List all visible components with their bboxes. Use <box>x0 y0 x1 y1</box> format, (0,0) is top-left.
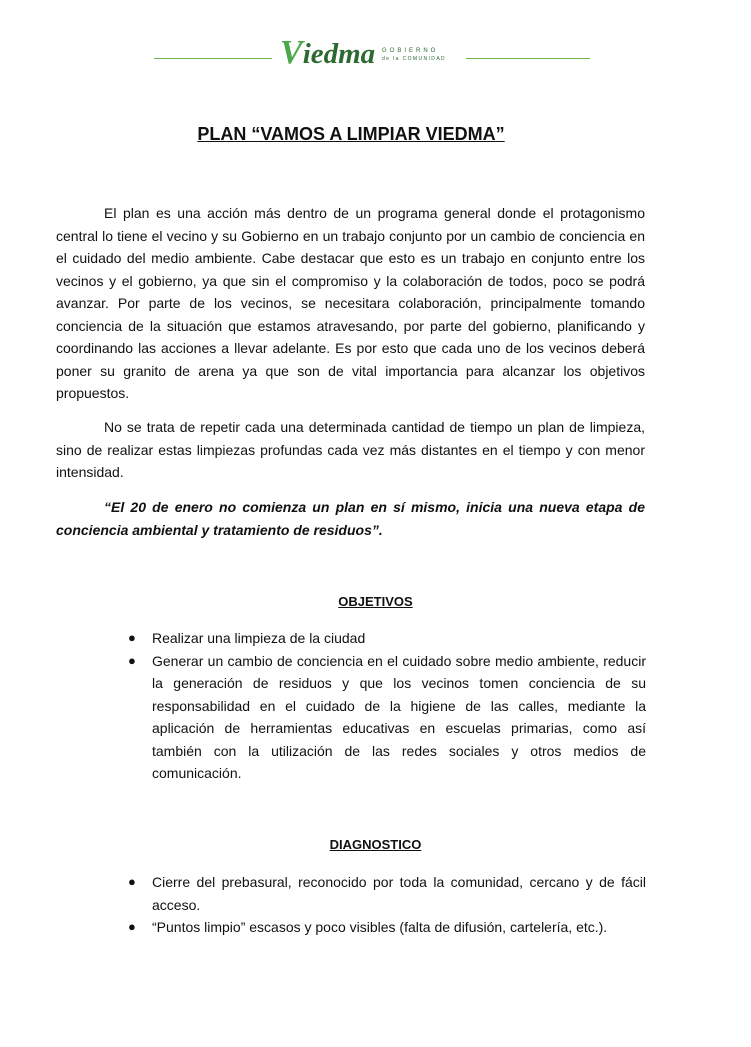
list-item-text: Cierre del prebasural, reconocido por toda la comunidad, cercano y de fácil acceso. <box>152 874 646 913</box>
logo-wordmark: Viedma <box>280 34 376 71</box>
bullet-icon: ● <box>128 919 136 934</box>
document-title: PLAN “VAMOS A LIMPIAR VIEDMA” <box>197 124 505 144</box>
list-item-text: “Puntos limpio” escasos y poco visibles (falta de difusión, cartelería, etc.). <box>152 919 608 935</box>
objetivos-list <box>128 627 646 785</box>
header-rule-right <box>466 58 590 59</box>
logo-line-gobierno: GOBIERNO <box>382 48 439 54</box>
bullet-icon: ● <box>128 874 136 889</box>
objetivos-heading: OBJETIVOS <box>338 594 413 609</box>
diagnostico-heading: DIAGNOSTICO <box>329 837 422 852</box>
bullet-icon: ● <box>128 652 136 668</box>
logo-line-comunidad: de la COMUNIDAD <box>382 56 447 62</box>
bullet-icon: ● <box>128 630 136 645</box>
paragraph-limpieza: No se trata de repetir cada una determinada cantidad de tiempo un plan de limpieza, sino de realizar estas limpiezas profundas cada vez más distantes en el tiempo y con menor intensidad. <box>56 419 645 480</box>
list-item-text: Generar un cambio de conciencia en el cuidado sobre medio ambiente, reducir la generación de residuos y que los vecinos tomen conciencia de su responsabilidad en el cuidado de la higiene de las calles, mediante la aplicación de herramientas educativas en escuelas primarias, como así también con la utilización de las redes sociales y otros medios de comunicación. <box>152 652 646 781</box>
document-header <box>0 34 751 74</box>
list-item <box>128 650 646 785</box>
diagnostico-list <box>128 871 646 939</box>
list-item <box>128 916 646 939</box>
header-rule-left <box>154 58 272 59</box>
list-item-text: Realizar una limpieza de la ciudad <box>152 630 366 646</box>
list-item <box>128 627 646 650</box>
viedma-logo <box>280 34 460 74</box>
paragraph-intro: El plan es una acción más dentro de un programa general donde el protagonismo central lo tiene el vecino y su Gobierno en un trabajo conjunto por un cambio de conciencia en el cuidado del medio ambiente. Cabe destacar que esto es un trabajo en conjunto entre los vecinos y el gobierno, ya que sin el compromiso y la colaboración de todos, poco se podrá avanzar. Por parte de los vecinos, se necesitara colaboración, principalmente tomando conciencia de la situación que estamos atravesando, por parte del gobierno, planificando y coordinando las acciones a llevar adelante. Es por esto que cada uno de los vecinos deberá poner su granito de arena ya que son de vital importancia para alcanzar los objetivos propuestos. <box>56 205 645 401</box>
list-item <box>128 871 646 916</box>
paragraph-quote: “El 20 de enero no comienza un plan en sí mismo, inicia una nueva etapa de conciencia ambiental y tratamiento de residuos”. <box>56 499 645 538</box>
